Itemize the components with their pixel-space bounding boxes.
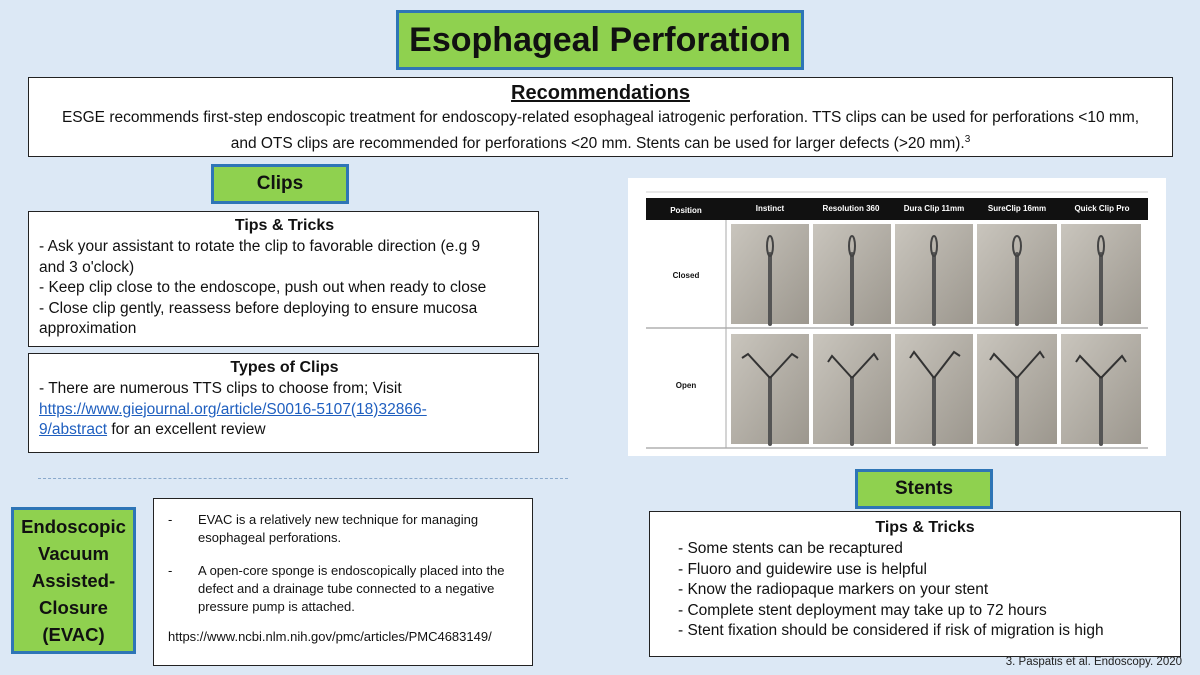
stents-section-title: Stents: [855, 469, 993, 509]
recommendations-heading: Recommendations: [511, 82, 690, 104]
recommendations-box: [28, 77, 1173, 157]
giejournal-link[interactable]: https://www.giejournal.org/article/S0016-5107(18)32866-: [39, 400, 427, 418]
recommendations-ref: 3: [964, 134, 971, 145]
clips-tips-heading: Tips & Tricks: [234, 217, 335, 234]
evac-bullet: [168, 562, 522, 616]
figure-header-sureclip: SureClip 16mm: [987, 204, 1047, 213]
clips-section-title: Clips: [211, 164, 349, 204]
figure-row-closed: Closed: [672, 271, 700, 280]
figure-header-quickclip: Quick Clip Pro: [1074, 204, 1130, 213]
citation: 3. Paspatis et al. Endoscopy. 2020: [1005, 656, 1182, 668]
page-title: Esophageal Perforation: [396, 10, 804, 70]
clips-tip-line: - Keep clip close to the endoscope, push out when ready to close: [39, 279, 487, 296]
closed-clip-photos: [731, 224, 1141, 324]
recommendations-line1: ESGE recommends first-step endoscopic treatment for endoscopy-related esophageal iatrogenic perforation. TTS clips can be used for perforations <10 mm,: [61, 109, 1140, 126]
figure-header-instinct: Instinct: [755, 204, 785, 213]
evac-title-line: Endoscopic: [21, 516, 126, 537]
figure-header-resolution: Resolution 360: [822, 204, 880, 213]
evac-title-line: (EVAC): [42, 624, 105, 645]
figure-header-bar: [646, 198, 1148, 220]
evac-section-title: [11, 507, 136, 654]
stents-tip-line: - Complete stent deployment may take up to 72 hours: [678, 601, 1047, 619]
clips-tips-box: [28, 211, 539, 347]
figure-header-position: Position: [670, 206, 702, 215]
stents-tip-line: - Stent fixation should be considered if risk of migration is high: [678, 622, 1104, 639]
clips-tip-line: approximation: [39, 320, 137, 337]
stents-tip-line: - Fluoro and guidewire use is helpful: [678, 560, 927, 578]
figure-row-open: Open: [675, 381, 697, 390]
clips-tip-line: - Close clip gently, reassess before deploying to ensure mucosa: [39, 299, 478, 317]
recommendations-line2: and OTS clips are recommended for perforations <20 mm. Stents can be used for larger defects (>20 mm).: [230, 135, 965, 153]
evac-bullet: [168, 511, 522, 547]
clip-types-text-end: for an excellent review: [107, 421, 266, 438]
evac-title-line: Vacuum: [38, 543, 109, 564]
figure-header-duraclip: Dura Clip 11mm: [903, 204, 965, 213]
evac-title-line: Closure: [39, 597, 108, 618]
evac-reference-url: https://www.ncbi.nlm.nih.gov/pmc/articles/PMC4683149/: [168, 629, 492, 644]
section-divider: [38, 478, 568, 479]
clip-types-heading: Types of Clips: [230, 359, 339, 376]
evac-bullet-dash: -: [168, 563, 173, 578]
recommendations-text: [29, 107, 1172, 155]
evac-info-box: [153, 498, 533, 666]
stents-tip-line: - Some stents can be recaptured: [678, 540, 903, 557]
open-clip-photos: [731, 334, 1141, 444]
clips-tip-line: and 3 o'clock): [39, 258, 135, 276]
stents-tip-line: - Know the radiopaque markers on your stent: [678, 581, 989, 598]
clip-comparison-graphic: [628, 178, 1166, 456]
clip-types-box: [28, 353, 539, 453]
evac-bullet-text: EVAC is a relatively new technique for managing esophageal perforations.: [198, 512, 479, 545]
stents-tips-heading: Tips & Tricks: [875, 519, 975, 536]
clip-types-text: - There are numerous TTS clips to choose from; Visit: [39, 380, 402, 397]
evac-title-line: Assisted-: [31, 570, 116, 591]
stents-tips-box: [649, 511, 1181, 657]
evac-bullet-text: A open-core sponge is endoscopically placed into the defect and a drainage tube connected to a negative pressure pump is attached.: [198, 563, 505, 614]
giejournal-link-end[interactable]: 9/abstract: [39, 421, 108, 438]
evac-bullet-dash: -: [168, 512, 173, 527]
clips-tip-line: - Ask your assistant to rotate the clip to favorable direction (e.g 9: [39, 238, 481, 255]
clip-comparison-figure: [628, 178, 1166, 456]
